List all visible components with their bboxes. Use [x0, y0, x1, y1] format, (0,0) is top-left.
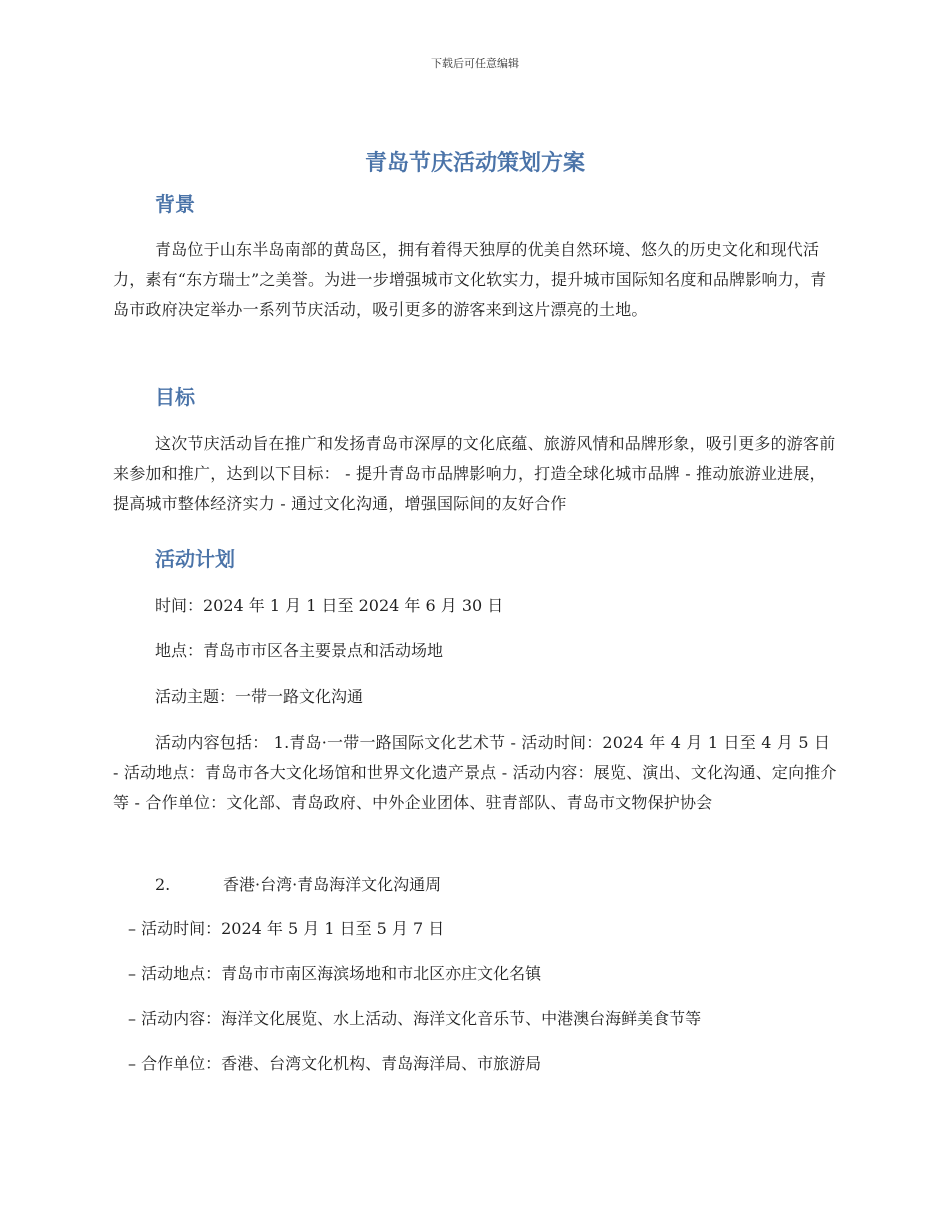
plan-theme: 活动主题：一带一路文化沟通 — [155, 687, 364, 706]
plan-time: 时间：2024 年 1 月 1 日至 2024 年 6 月 30 日 — [155, 596, 504, 615]
section-heading-background: 背景 — [155, 192, 195, 216]
document-title: 青岛节庆活动策划方案 — [364, 151, 585, 176]
plan-location: 地点：青岛市市区各主要景点和活动场地 — [155, 641, 444, 660]
plan-item-2-number: 2. — [155, 875, 171, 894]
background-paragraph: 青岛位于山东半岛南部的黄岛区，拥有着得天独厚的优美自然环境、悠久的历史文化和现代活力，素有“东方瑞士”之美誉。为进一步增强城市文化软实力，提升城市国际知名度和品牌影响力，青岛市政府决定举办一系列节庆活动，吸引更多的游客来到这片漂亮的土地。 — [113, 240, 827, 319]
plan-item-2-detail: – 活动时间：2024 年 5 月 1 日至 5 月 7 日 — [128, 919, 445, 938]
plan-item-2 — [155, 870, 441, 900]
plan-item-2-title: 香港·台湾·青岛海洋文化沟通周 — [223, 875, 442, 894]
section-heading-plan: 活动计划 — [155, 547, 235, 571]
plan-item-2-detail: – 合作单位：香港、台湾文化机构、青岛海洋局、市旅游局 — [128, 1054, 542, 1073]
plan-item-2-detail: – 活动内容：海洋文化展览、水上活动、海洋文化音乐节、中港澳台海鲜美食节等 — [128, 1009, 702, 1028]
section-heading-goals: 目标 — [155, 385, 195, 409]
plan-item-2-detail: – 活动地点：青岛市市南区海滨场地和市北区亦庄文化名镇 — [128, 964, 542, 983]
page-header-note: 下载后可任意编辑 — [431, 57, 519, 70]
goals-paragraph: 这次节庆活动旨在推广和发扬青岛市深厚的文化底蕴、旅游风情和品牌形象，吸引更多的游客前来参加和推广，达到以下目标： - 提升青岛市品牌影响力，打造全球化城市品牌 - 推动旅游业进展，提高城市整体经济实力 - 通过文化沟通，增强国际间的友好合作 — [113, 434, 836, 513]
plan-content-paragraph: 活动内容包括： 1.青岛·一带一路国际文化艺术节 - 活动时间：2024 年 4 月 1 日至 4 月 5 日 - 活动地点：青岛市各大文化场馆和世界文化遗产景点 - 活动内容：展览、演出、文化沟通、定向推介等 - 合作单位：文化部、青岛政府、中外企业团体、驻青部队、青岛市文物保护协会 — [113, 733, 837, 812]
